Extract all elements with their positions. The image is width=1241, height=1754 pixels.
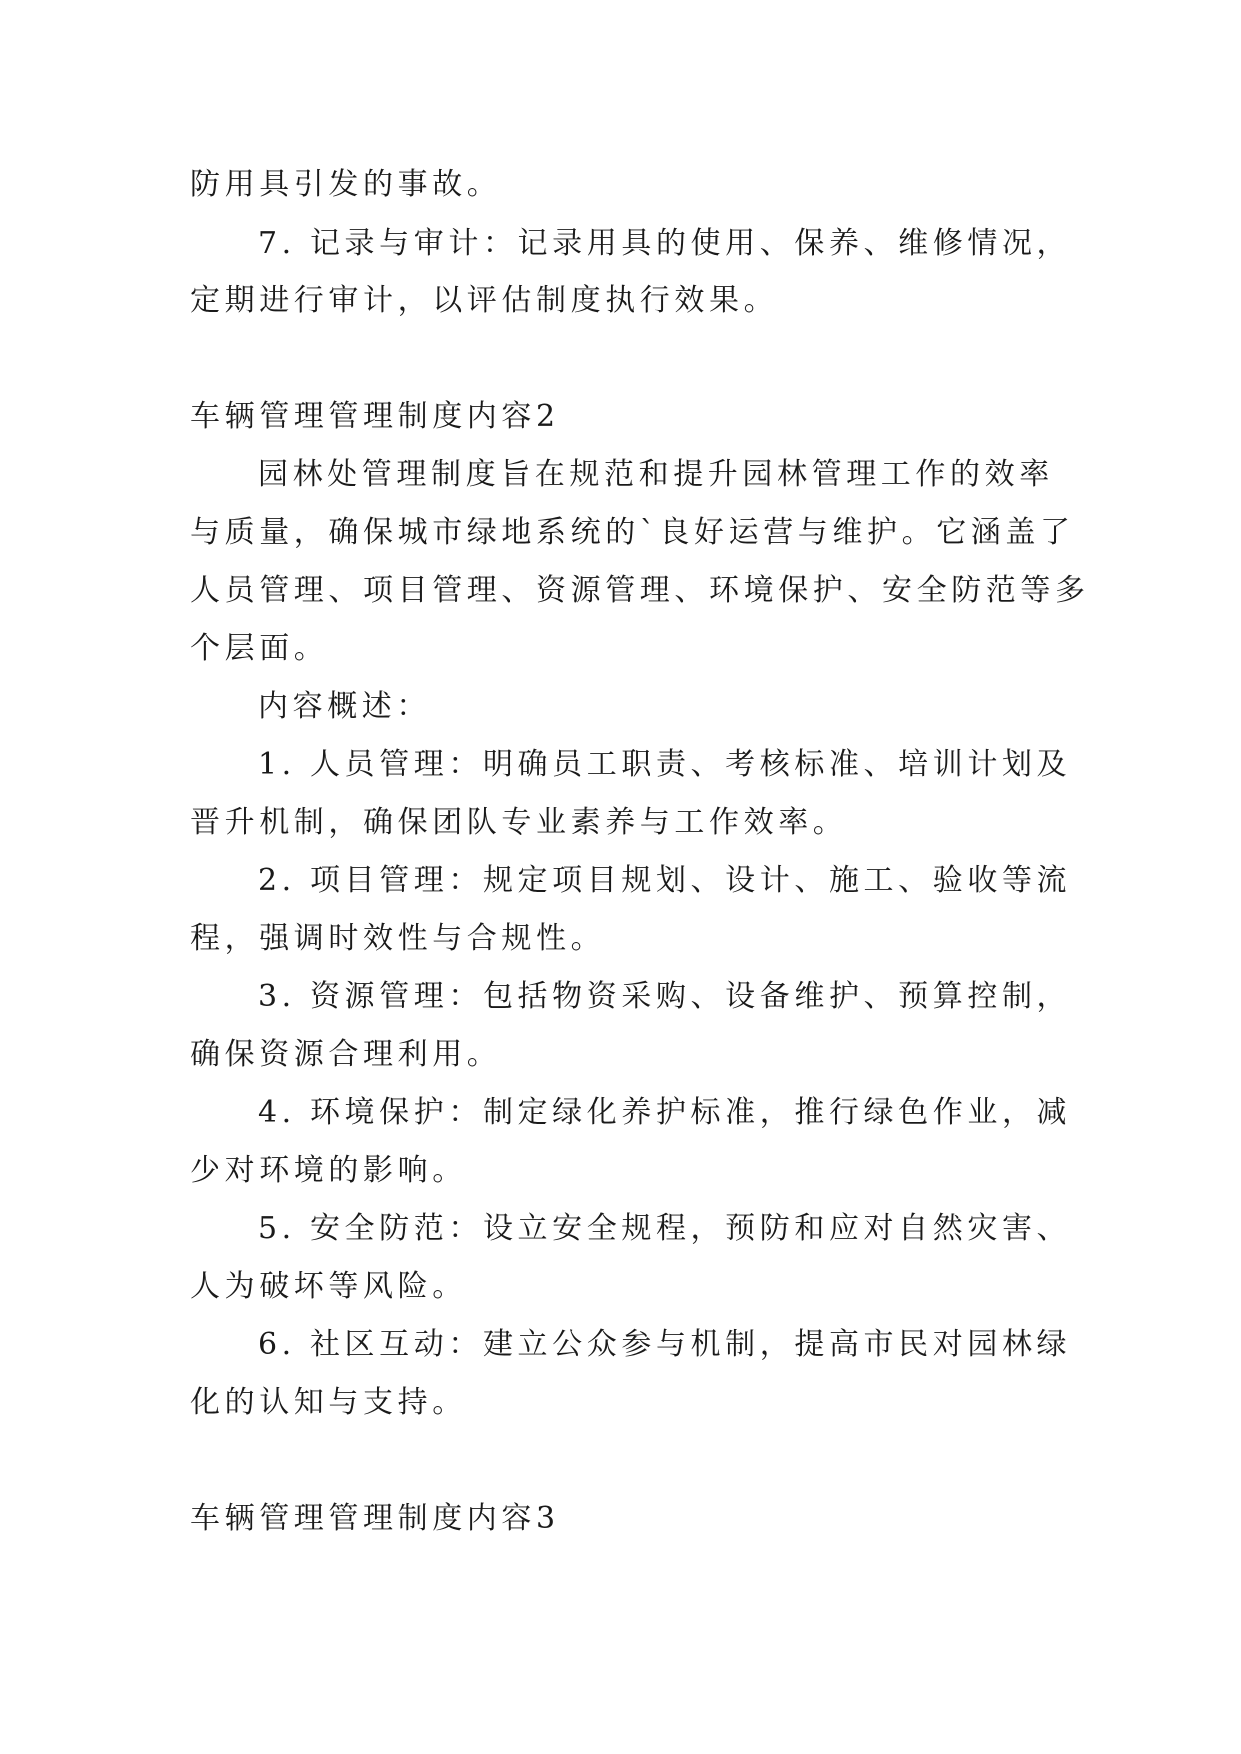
- paragraph-line: 与质量，确保城市绿地系统的`良好运营与维护。它涵盖了: [190, 515, 1075, 550]
- paragraph-line: 内容概述：: [258, 689, 431, 724]
- paragraph-line: 园林处管理制度旨在规范和提升园林管理工作的效率: [258, 457, 1054, 492]
- section-heading: 车辆管理管理制度内容3: [190, 1501, 560, 1536]
- paragraph-line: 个层面。: [190, 631, 329, 666]
- list-item-line: 2. 项目管理：规定项目规划、设计、施工、验收等流: [258, 863, 1072, 898]
- list-item-line: 6. 社区互动：建立公众参与机制，提高市民对园林绿: [258, 1327, 1072, 1362]
- list-item-line: 程，强调时效性与合规性。: [190, 921, 606, 956]
- paragraph-line: 定期进行审计，以评估制度执行效果。: [190, 283, 779, 318]
- list-item-line: 5. 安全防范：设立安全规程，预防和应对自然灾害、: [258, 1211, 1072, 1246]
- list-item-line: 人为破坏等风险。: [190, 1269, 467, 1304]
- list-item-line: 化的认知与支持。: [190, 1385, 467, 1420]
- list-item-line: 确保资源合理利用。: [190, 1037, 502, 1072]
- list-item-line: 晋升机制，确保团队专业素养与工作效率。: [190, 805, 848, 840]
- list-item-line: 7. 记录与审计：记录用具的使用、保养、维修情况，: [258, 226, 1072, 261]
- paragraph-line: 人员管理、项目管理、资源管理、环境保护、安全防范等多: [190, 573, 1090, 608]
- list-item-line: 少对环境的影响。: [190, 1153, 467, 1188]
- list-item-line: 4. 环境保护：制定绿化养护标准，推行绿色作业，减: [258, 1095, 1072, 1130]
- paragraph-line: 防用具引发的事故。: [190, 167, 502, 202]
- list-item-line: 1. 人员管理：明确员工职责、考核标准、培训计划及: [258, 747, 1072, 782]
- section-heading: 车辆管理管理制度内容2: [190, 399, 560, 434]
- list-item-line: 3. 资源管理：包括物资采购、设备维护、预算控制，: [258, 979, 1072, 1014]
